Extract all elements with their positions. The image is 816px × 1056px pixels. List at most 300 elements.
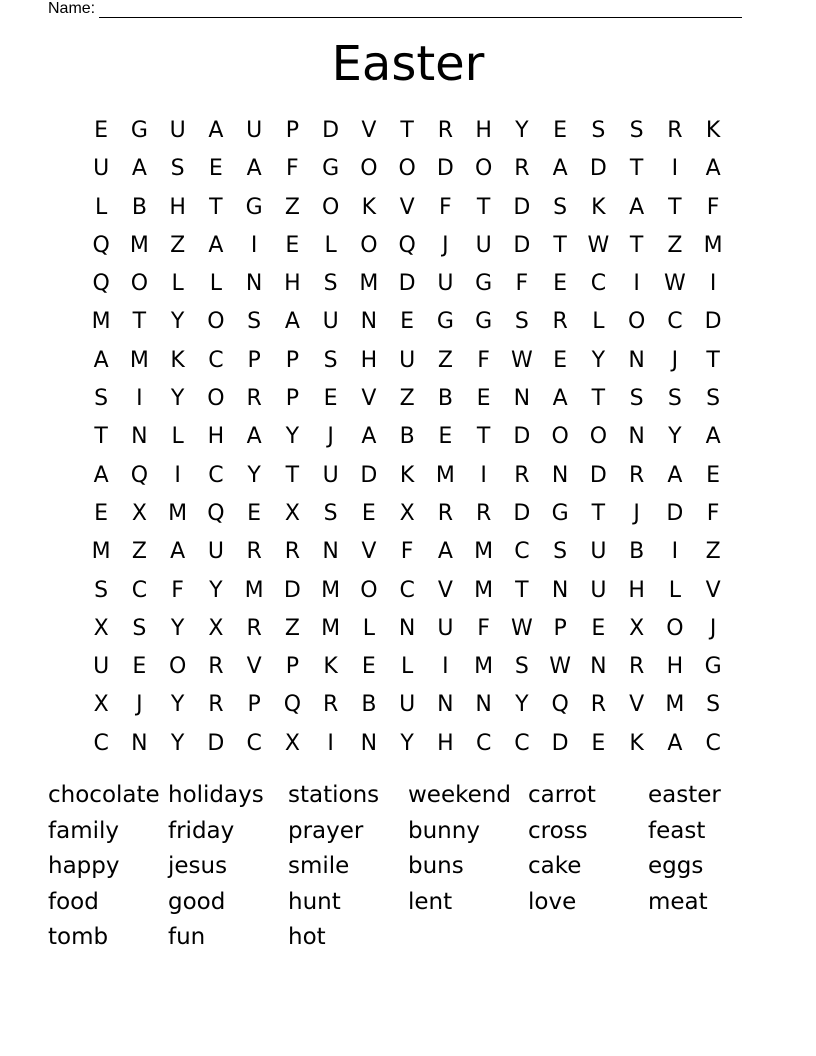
grid-letter: Z — [437, 347, 453, 373]
grid-letter: I — [480, 462, 487, 488]
grid-letter: V — [361, 386, 377, 412]
grid-letter: E — [706, 462, 721, 488]
grid-letter: Y — [515, 692, 529, 718]
word-list-item: cake — [528, 853, 582, 880]
grid-letter: B — [131, 194, 147, 220]
grid-letter: A — [246, 424, 262, 450]
grid-letter: P — [553, 615, 567, 641]
grid-letter: S — [667, 386, 682, 412]
grid-letter: B — [437, 386, 453, 412]
grid-letter: W — [549, 654, 571, 680]
grid-letter: X — [131, 500, 147, 526]
grid-letter: A — [93, 347, 109, 373]
grid-letter: A — [667, 462, 683, 488]
grid-letter: H — [475, 118, 492, 143]
grid-letter: B — [361, 692, 377, 718]
grid-letter: L — [324, 232, 337, 258]
grid-letter: O — [360, 232, 378, 258]
grid-letter: C — [705, 730, 721, 756]
word-list-item: chocolate — [48, 782, 160, 808]
grid-letter: V — [361, 118, 377, 143]
grid-letter: S — [706, 386, 721, 412]
word-list-item: weekend — [408, 782, 511, 808]
word-list-item: lent — [408, 888, 453, 915]
grid-letter: D — [513, 500, 531, 526]
grid-letter: E — [94, 118, 109, 143]
grid-letter: P — [247, 347, 261, 373]
grid-letter: F — [477, 615, 490, 641]
grid-letter: R — [628, 654, 645, 680]
puzzle-title: Easter — [331, 36, 485, 92]
grid-letter: Z — [284, 194, 300, 220]
grid-letter: L — [171, 424, 184, 450]
word-list-item: love — [528, 888, 577, 915]
grid-letter: C — [590, 271, 607, 297]
grid-letter: H — [169, 194, 186, 220]
word-list-item: food — [48, 888, 99, 915]
word-list-item: prayer — [288, 817, 364, 844]
grid-letter: L — [94, 194, 108, 220]
grid-letter: R — [208, 654, 224, 680]
grid-letter: Z — [399, 386, 415, 412]
grid-letter: T — [629, 232, 644, 258]
grid-letter: N — [513, 386, 531, 412]
word-list-item: tomb — [48, 924, 109, 951]
grid-letter: E — [361, 654, 376, 680]
grid-letter: X — [629, 615, 645, 641]
grid-letter: E — [323, 386, 338, 412]
word-list-item: good — [168, 888, 226, 915]
grid-letter: S — [514, 654, 529, 680]
grid-letter: C — [475, 730, 492, 756]
grid-letter: R — [590, 692, 607, 718]
grid-letter: L — [209, 271, 222, 297]
grid-letter: M — [665, 692, 685, 718]
grid-letter: D — [666, 500, 684, 526]
word-list-item: easter — [648, 782, 721, 808]
grid-letter: D — [436, 156, 454, 182]
grid-letter: K — [705, 118, 721, 143]
word-list-item: jesus — [168, 853, 228, 880]
grid-letter: U — [437, 615, 454, 641]
grid-letter: K — [399, 462, 415, 488]
grid-letter: Y — [591, 347, 606, 373]
grid-letter: G — [475, 271, 493, 297]
grid-letter: N — [245, 271, 263, 297]
grid-letter: S — [94, 577, 109, 603]
grid-letter: D — [589, 462, 607, 488]
grid-letter: M — [91, 539, 111, 565]
grid-letter: M — [703, 232, 723, 258]
grid-letter: O — [627, 309, 646, 335]
grid-letter: U — [169, 118, 186, 143]
grid-letter: Q — [551, 692, 569, 718]
grid-letter: R — [552, 309, 568, 335]
grid-letter: J — [633, 500, 640, 526]
grid-letter: Z — [170, 232, 186, 258]
grid-letter: H — [628, 577, 645, 603]
grid-letter: Q — [207, 500, 225, 526]
grid-letter: K — [591, 194, 606, 220]
grid-letter: F — [706, 500, 720, 526]
grid-letter: I — [136, 386, 143, 412]
grid-letter: X — [284, 730, 300, 756]
word-list-item: stations — [288, 782, 380, 808]
grid-letter: S — [706, 692, 721, 718]
grid-letter: P — [285, 386, 300, 412]
word-list-item: feast — [648, 817, 706, 844]
grid-letter: H — [666, 654, 684, 680]
grid-letter: G — [436, 309, 454, 335]
grid-letter: D — [322, 118, 340, 143]
word-list-item: bunny — [408, 817, 480, 844]
grid-letter: G — [245, 194, 263, 220]
grid-letter: I — [671, 539, 679, 565]
grid-letter: L — [171, 271, 184, 297]
grid-letter: Y — [170, 309, 185, 335]
grid-letter: J — [671, 347, 679, 373]
grid-letter: U — [322, 462, 339, 488]
grid-letter: Y — [170, 386, 185, 412]
grid-letter: R — [246, 615, 262, 641]
grid-letter: R — [437, 118, 454, 143]
grid-letter: M — [129, 347, 149, 373]
grid-letter: T — [629, 156, 644, 182]
grid-letter: J — [709, 615, 717, 641]
grid-letter: Z — [131, 539, 147, 565]
grid-letter: A — [552, 386, 568, 412]
grid-letter: K — [361, 194, 377, 220]
grid-letter: T — [591, 386, 606, 412]
grid-letter: M — [129, 232, 149, 258]
grid-letter: O — [168, 654, 187, 680]
grid-letter: L — [400, 654, 414, 680]
grid-letter: A — [170, 539, 186, 565]
grid-letter: L — [592, 309, 605, 335]
grid-letter: D — [513, 424, 531, 450]
grid-letter: Q — [130, 462, 149, 488]
grid-letter: Y — [285, 424, 300, 450]
grid-letter: C — [514, 539, 530, 565]
grid-letter: O — [321, 194, 340, 220]
grid-letter: M — [91, 309, 111, 335]
grid-letter: D — [398, 271, 416, 297]
grid-letter: G — [704, 654, 722, 680]
grid-letter: C — [399, 577, 415, 603]
word-list-item: holidays — [168, 782, 264, 808]
grid-letter: G — [551, 500, 569, 526]
grid-letter: F — [286, 156, 299, 182]
grid-letter: T — [400, 118, 414, 143]
grid-letter: E — [285, 232, 300, 258]
grid-letter: U — [246, 118, 263, 143]
grid-letter: W — [510, 347, 533, 373]
grid-letter: H — [207, 424, 225, 450]
grid-letter: H — [284, 271, 301, 297]
grid-letter: A — [361, 424, 377, 450]
grid-letter: M — [168, 500, 188, 526]
grid-letter: T — [285, 462, 300, 488]
grid-letter: Y — [247, 462, 261, 488]
grid-letter: R — [246, 386, 262, 412]
word-list-item: eggs — [648, 853, 704, 880]
grid-letter: W — [587, 232, 610, 258]
grid-letter: Y — [668, 424, 682, 450]
grid-letter: O — [589, 424, 608, 450]
word-list-item: family — [48, 817, 119, 844]
grid-letter: E — [591, 615, 606, 641]
grid-letter: I — [709, 271, 717, 297]
grid-letter: Z — [667, 232, 683, 258]
grid-letter: U — [590, 539, 607, 565]
grid-letter: D — [589, 156, 607, 182]
word-list-item: friday — [168, 817, 235, 844]
grid-letter: X — [399, 500, 415, 526]
grid-letter: F — [400, 539, 414, 565]
grid-letter: S — [170, 156, 185, 182]
grid-letter: X — [284, 500, 300, 526]
grid-letter: O — [207, 309, 225, 335]
grid-letter: T — [553, 232, 567, 258]
word-list-item: hot — [288, 924, 326, 951]
grid-letter: O — [207, 386, 225, 412]
grid-letter: S — [629, 386, 644, 412]
grid-letter: N — [628, 347, 645, 373]
grid-letter: I — [671, 156, 679, 182]
grid-letter: M — [321, 577, 341, 603]
grid-letter: F — [171, 577, 184, 603]
word-list-item: meat — [648, 888, 708, 915]
grid-letter: S — [94, 386, 109, 412]
grid-letter: H — [437, 730, 454, 756]
grid-letter: A — [705, 424, 721, 450]
grid-letter: N — [628, 424, 645, 450]
grid-letter: Q — [398, 232, 416, 258]
grid-letter: R — [284, 539, 301, 565]
grid-letter: R — [246, 539, 262, 565]
grid-letter: R — [437, 500, 454, 526]
grid-letter: N — [551, 577, 569, 603]
grid-letter: Y — [515, 118, 529, 143]
grid-letter: O — [474, 156, 493, 182]
grid-letter: R — [514, 462, 530, 488]
grid-letter: J — [327, 424, 334, 450]
grid-letter: Z — [284, 615, 300, 641]
grid-letter: U — [590, 577, 607, 603]
grid-letter: E — [247, 500, 262, 526]
grid-letter: R — [514, 156, 530, 182]
grid-letter: L — [362, 615, 375, 641]
grid-letter: S — [323, 347, 338, 373]
grid-letter: R — [667, 118, 683, 143]
grid-letter: Y — [400, 730, 414, 756]
grid-letter: S — [514, 309, 529, 335]
grid-letter: E — [591, 730, 606, 756]
grid-letter: A — [208, 118, 224, 143]
grid-letter: X — [93, 615, 109, 641]
grid-letter: F — [515, 271, 529, 297]
grid-letter: I — [250, 232, 258, 258]
word-list-item: carrot — [528, 782, 596, 808]
grid-letter: Q — [283, 692, 302, 718]
grid-letter: O — [551, 424, 569, 450]
grid-letter: E — [94, 500, 109, 526]
grid-letter: T — [476, 424, 491, 450]
grid-letter: Y — [170, 615, 185, 641]
grid-letter: I — [442, 654, 449, 680]
grid-letter: P — [285, 118, 300, 143]
grid-letter: A — [131, 156, 147, 182]
grid-letter: Q — [92, 232, 110, 258]
word-list-item: smile — [288, 853, 350, 880]
name-underline — [99, 3, 742, 18]
grid-letter: Z — [705, 539, 721, 565]
grid-letter: U — [93, 654, 110, 680]
grid-letter: R — [628, 462, 645, 488]
grid-letter: E — [132, 654, 147, 680]
grid-letter: C — [131, 577, 148, 603]
grid-letter: A — [208, 232, 224, 258]
grid-letter: F — [439, 194, 452, 220]
grid-letter: M — [321, 615, 341, 641]
grid-letter: S — [553, 194, 568, 220]
grid-letter: D — [360, 462, 378, 488]
word-list-item: buns — [408, 853, 464, 880]
grid-letter: I — [633, 271, 640, 297]
grid-letter: L — [668, 577, 681, 603]
grid-letter: T — [94, 424, 108, 450]
grid-letter: A — [667, 730, 683, 756]
grid-letter: N — [131, 730, 148, 756]
grid-letter: A — [437, 539, 453, 565]
grid-letter: T — [209, 194, 223, 220]
grid-letter: C — [93, 730, 109, 756]
grid-letter: M — [359, 271, 379, 297]
word-list-item: cross — [528, 817, 588, 844]
grid-letter: V — [437, 577, 453, 603]
grid-letter: C — [514, 730, 530, 756]
grid-letter: D — [513, 194, 531, 220]
grid-letter: U — [399, 347, 416, 373]
grid-letter: R — [475, 500, 492, 526]
grid-letter: V — [399, 194, 415, 220]
word-list-item: fun — [168, 924, 206, 951]
grid-letter: E — [553, 347, 568, 373]
grid-letter: T — [476, 194, 491, 220]
grid-letter: N — [590, 654, 607, 680]
grid-letter: U — [93, 156, 110, 182]
grid-letter: R — [208, 692, 224, 718]
grid-letter: G — [130, 118, 148, 143]
name-field — [48, 0, 748, 18]
grid-letter: A — [552, 156, 568, 182]
grid-letter: P — [285, 347, 300, 373]
grid-letter: V — [705, 577, 721, 603]
grid-letter: S — [591, 118, 606, 143]
grid-letter: B — [629, 539, 645, 565]
grid-letter: M — [474, 654, 494, 680]
grid-letter: K — [170, 347, 185, 373]
grid-letter: D — [283, 577, 301, 603]
grid-letter: U — [437, 271, 454, 297]
grid-letter: A — [93, 462, 109, 488]
grid-letter: D — [551, 730, 569, 756]
grid-letter: U — [475, 232, 492, 258]
grid-letter: M — [474, 577, 494, 603]
grid-letter: E — [553, 271, 568, 297]
grid-letter: D — [207, 730, 225, 756]
grid-letter: S — [323, 271, 338, 297]
grid-letter: Q — [92, 271, 110, 297]
grid-letter: P — [247, 692, 261, 718]
grid-letter: C — [208, 462, 224, 488]
grid-letter: I — [327, 730, 334, 756]
grid-letter: N — [437, 692, 454, 718]
grid-letter: O — [130, 271, 149, 297]
grid-letter: I — [174, 462, 181, 488]
grid-letter: N — [398, 615, 416, 641]
grid-letter: A — [705, 156, 721, 182]
grid-letter: S — [247, 309, 262, 335]
grid-letter: V — [246, 654, 262, 680]
grid-letter: E — [438, 424, 453, 450]
grid-letter: N — [131, 424, 148, 450]
grid-letter: V — [629, 692, 645, 718]
grid-letter: F — [706, 194, 720, 220]
grid-letter: J — [136, 692, 143, 718]
word-list-item: hunt — [288, 888, 341, 915]
grid-letter: A — [246, 156, 262, 182]
grid-letter: Y — [209, 577, 223, 603]
grid-letter: T — [591, 500, 606, 526]
grid-letter: O — [398, 156, 416, 182]
grid-letter: F — [477, 347, 490, 373]
name-label: Name: — [48, 0, 96, 17]
grid-letter: U — [399, 692, 416, 718]
word-list — [48, 778, 768, 956]
grid-letter: U — [207, 539, 224, 565]
grid-letter: E — [361, 500, 376, 526]
grid-letter: S — [323, 500, 338, 526]
grid-letter: C — [667, 309, 683, 335]
grid-letter: W — [663, 271, 686, 297]
grid-letter: E — [476, 386, 491, 412]
grid-letter: A — [284, 309, 300, 335]
grid-letter: M — [244, 577, 264, 603]
grid-letter: R — [322, 692, 339, 718]
grid-letter: T — [515, 577, 529, 603]
grid-letter: T — [706, 347, 720, 373]
grid-letter: E — [553, 118, 568, 143]
grid-letter: T — [668, 194, 682, 220]
grid-letter: K — [629, 730, 644, 756]
grid-letter: B — [399, 424, 415, 450]
grid-letter: G — [475, 309, 493, 335]
letter-grid — [82, 112, 732, 763]
grid-letter: K — [323, 654, 338, 680]
grid-letter: E — [208, 156, 223, 182]
grid-letter: C — [208, 347, 224, 373]
grid-letter: V — [361, 539, 377, 565]
grid-letter: Y — [170, 730, 185, 756]
grid-letter: A — [629, 194, 645, 220]
grid-letter: C — [246, 730, 262, 756]
grid-letter: X — [93, 692, 109, 718]
grid-letter: D — [513, 232, 531, 258]
grid-letter: N — [551, 462, 569, 488]
grid-letter: P — [285, 654, 300, 680]
grid-letter: N — [360, 309, 378, 335]
